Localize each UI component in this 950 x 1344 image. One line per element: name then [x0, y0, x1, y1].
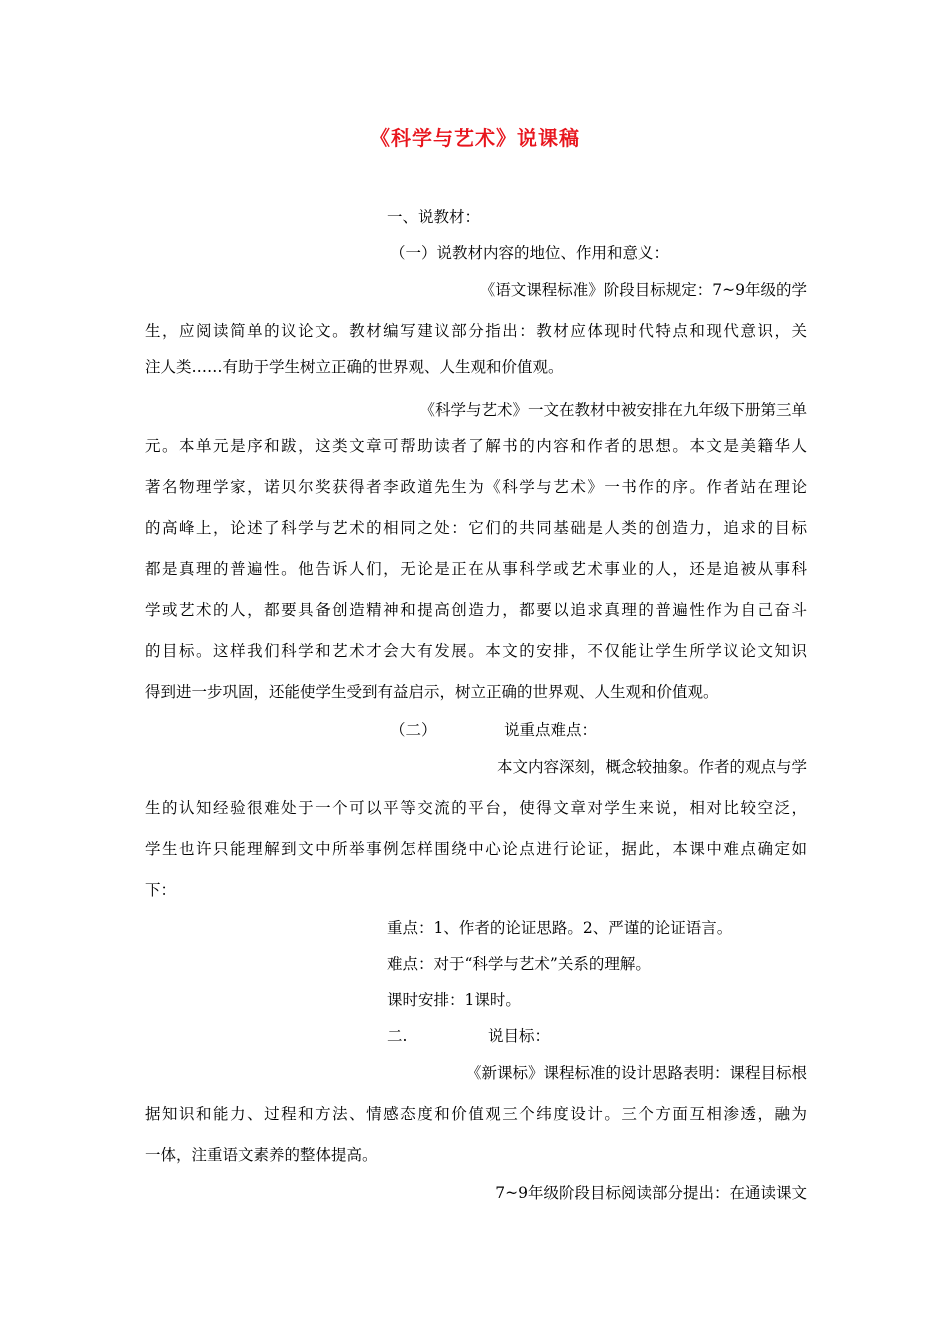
subsection-heading: （一）说教材内容的地位、作用和意义：	[390, 244, 670, 262]
paragraph-line: 《科学与艺术》一文在教材中被安排在九年级下册第三单	[419, 401, 807, 419]
paragraph-line: 学生也许只能理解到文中所举事例怎样围绕中心论点进行论证，据此，本课中难点确定如	[145, 840, 807, 858]
paragraph-line: 7~9年级阶段目标阅读部分提出：在通读课文	[495, 1184, 807, 1202]
paragraph-line: 的高峰上，论述了科学与艺术的相同之处：它们的共同基础是人类的创造力，追求的目标	[145, 519, 807, 537]
key-point: 重点：1、作者的论证思路。2、严谨的论证语言。	[387, 919, 733, 937]
paragraph-line: 学或艺术的人，都要具备创造精神和提高创造力，都要以追求真理的普遍性作为自己奋斗	[145, 601, 807, 619]
paragraph-line: 元。本单元是序和跋，这类文章可帮助读者了解书的内容和作者的思想。本文是美籍华人	[145, 437, 807, 455]
paragraph-line: 本文内容深刻，概念较抽象。作者的观点与学	[496, 758, 807, 776]
paragraph-line: 都是真理的普遍性。他告诉人们，无论是正在从事科学或艺术事业的人，还是追被从事科	[145, 560, 807, 578]
paragraph-line: 一体，注重语文素养的整体提高。	[145, 1146, 378, 1164]
paragraph-line: 注人类……有助于学生树立正确的世界观、人生观和价值观。	[145, 358, 564, 376]
paragraph-line: 得到进一步巩固，还能使学生受到有益启示，树立正确的世界观、人生观和价值观。	[145, 683, 719, 701]
paragraph-line: 的目标。这样我们科学和艺术才会大有发展。本文的安排，不仅能让学生所学议论文知识	[145, 642, 807, 660]
paragraph-line: 生的认知经验很难处于一个可以平等交流的平台，使得文章对学生来说，相对比较空泛，	[145, 799, 807, 817]
schedule: 课时安排：1课时。	[387, 991, 521, 1009]
paragraph-line: 下：	[145, 881, 177, 899]
paragraph-line: 《语文课程标准》阶段目标规定：7~9年级的学	[479, 281, 807, 299]
section-number: 二.	[387, 1027, 408, 1045]
paragraph-line: 据知识和能力、过程和方法、情感态度和价值观三个纬度设计。三个方面互相渗透，融为	[145, 1105, 807, 1123]
section-heading: 一、说教材：	[387, 208, 481, 226]
page-title: 《科学与艺术》说课稿	[370, 126, 580, 150]
paragraph-line: 《新课标》课程标准的设计思路表明：课程目标根	[465, 1064, 807, 1082]
subsection-heading: 说重点难点：	[504, 721, 598, 739]
section-heading: 说目标：	[488, 1027, 551, 1045]
subsection-number: （二）	[390, 721, 437, 739]
difficult-point: 难点：对于“科学与艺术”关系的理解。	[387, 955, 651, 973]
paragraph-line: 生，应阅读简单的议论文。教材编写建议部分指出：教材应体现时代特点和现代意识，关	[145, 322, 807, 340]
paragraph-line: 著名物理学家，诺贝尔奖获得者李政道先生为《科学与艺术》一书作的序。作者站在理论	[145, 478, 807, 496]
